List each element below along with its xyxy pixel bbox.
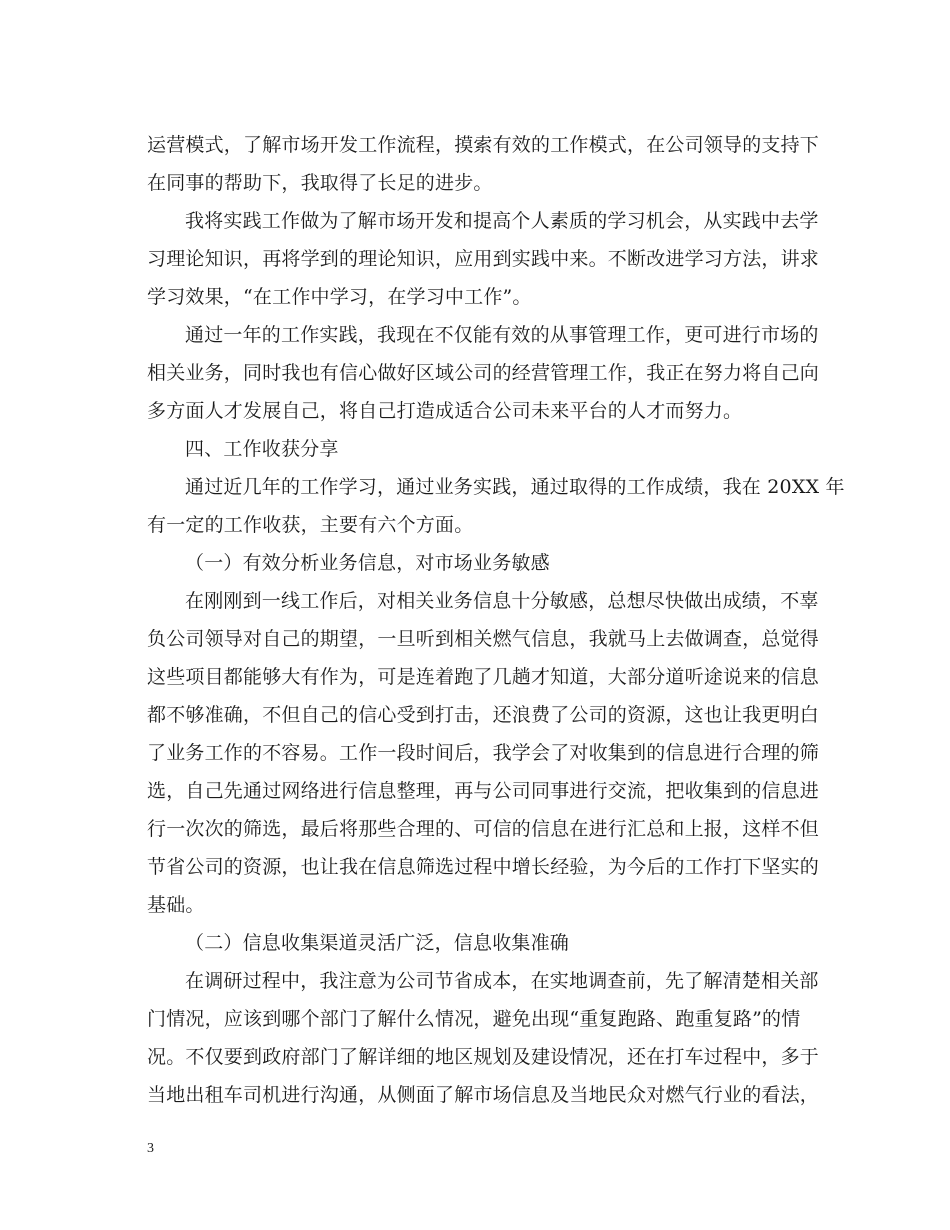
page-number: 3 (147, 1141, 154, 1156)
subsection-heading: （二）信息收集渠道灵活广泛，信息收集准确 (185, 932, 570, 954)
section-heading: 四、工作收获分享 (185, 438, 339, 460)
body-text-line: 门情况，应该到哪个部门了解什么情况，避免出现“重复跑路、跑重复路”的情 (147, 1008, 801, 1030)
body-text-line: 习理论知识，再将学到的理论知识，应用到实践中来。不断改进学习方法，讲求 (147, 248, 820, 270)
body-text-line: 我将实践工作做为了解市场开发和提高个人素质的学习机会，从实践中去学 (185, 210, 819, 232)
body-text-line: 行一次次的筛选，最后将那些合理的、可信的信息在进行汇总和上报，这样不但 (147, 818, 820, 840)
body-text-line: 当地出租车司机进行沟通，从侧面了解市场信息及当地民众对燃气行业的看法， (147, 1084, 820, 1106)
body-text-line: 都不够准确，不但自己的信心受到打击，还浪费了公司的资源，这也让我更明白 (147, 704, 820, 726)
body-text-line: 多方面人才发展自己，将自己打造成适合公司未来平台的人才而努力。 (147, 400, 743, 422)
body-text-line: 通过一年的工作实践，我现在不仅能有效的从事管理工作，更可进行市场的 (185, 324, 819, 346)
body-text-line: 这些项目都能够大有作为，可是连着跑了几趟才知道，大部分道听途说来的信息 (147, 666, 820, 688)
body-text-line: 节省公司的资源，也让我在信息筛选过程中增长经验，为今后的工作打下坚实的 (147, 856, 820, 878)
body-text-line: 在调研过程中，我注意为公司节省成本，在实地调查前，先了解清楚相关部 (185, 970, 819, 992)
body-text-line: 基础。 (147, 894, 205, 916)
body-text-line: 学习效果，“在工作中学习，在学习中工作”。 (147, 286, 532, 308)
body-text-line: 负公司领导对自己的期望，一旦听到相关燃气信息，我就马上去做调查，总觉得 (147, 628, 820, 650)
subsection-heading: （一）有效分析业务信息，对市场业务敏感 (185, 552, 550, 574)
body-text-line: 有一定的工作收获，主要有六个方面。 (147, 514, 474, 536)
body-text-line: 在同事的帮助下，我取得了长足的进步。 (147, 172, 493, 194)
body-text-line: 运营模式，了解市场开发工作流程，摸索有效的工作模式，在公司领导的支持下 (147, 134, 820, 156)
body-text-line: 况。不仅要到政府部门了解详细的地区规划及建设情况，还在打车过程中，多于 (147, 1046, 820, 1068)
body-text-line: 相关业务，同时我也有信心做好区域公司的经营管理工作，我正在努力将自己向 (147, 362, 820, 384)
body-text-line: 选，自己先通过网络进行信息整理，再与公司同事进行交流，把收集到的信息进 (147, 780, 820, 802)
body-text-line: 在刚刚到一线工作后，对相关业务信息十分敏感，总想尽快做出成绩，不辜 (185, 590, 819, 612)
body-text-line: 了业务工作的不容易。工作一段时间后，我学会了对收集到的信息进行合理的筛 (147, 742, 820, 764)
body-text-line: 通过近几年的工作学习，通过业务实践，通过取得的工作成绩，我在 20XX 年 (185, 476, 845, 498)
